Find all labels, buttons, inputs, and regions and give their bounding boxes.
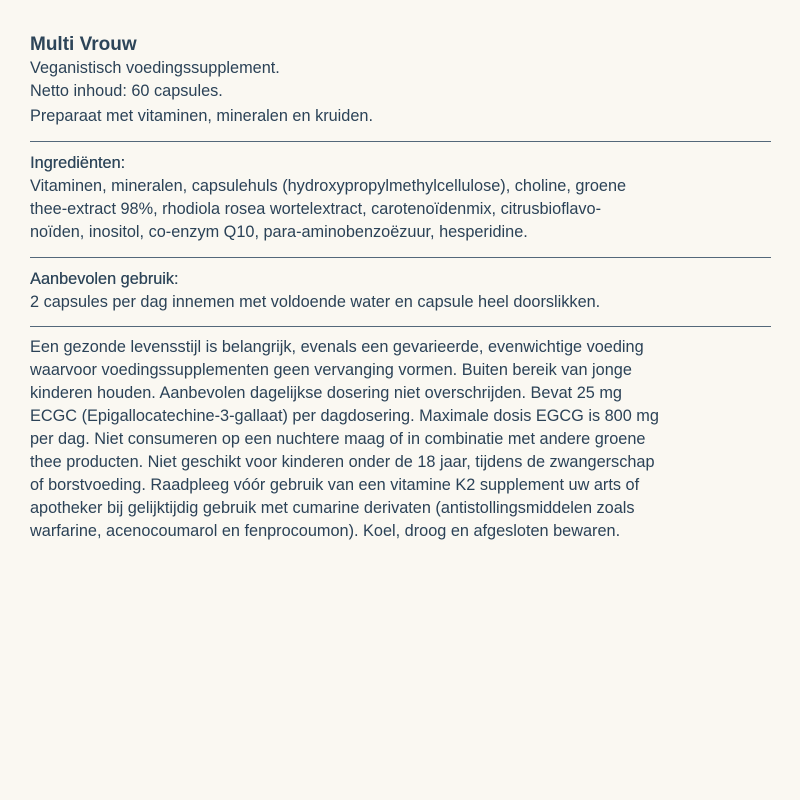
ingredients-line: Vitaminen, mineralen, capsulehuls (hydroxypropylmethylcellulose), choline, groene (30, 177, 627, 195)
usage-section (30, 258, 771, 326)
ingredients-section (30, 142, 771, 257)
warning-line: of borstvoeding. Raadpleeg vóór gebruik van een vitamine K2 supplement uw arts of (30, 476, 640, 494)
ingredients-line: noïden, inositol, co-enzym Q10, para-aminobenzoëzuur, hesperidine. (30, 223, 528, 241)
warning-line: warfarine, acenocoumarol en fenprocoumon). Koel, droog en afgesloten bewaren. (30, 522, 621, 540)
product-subtitle: Veganistisch voedingssupplement. (30, 59, 280, 77)
warning-line: kinderen houden. Aanbevolen dagelijkse dosering niet overschrijden. Bevat 25 mg (30, 384, 622, 402)
warning-line: apotheker bij gelijktijdig gebruik met cumarine derivaten (antistollingsmiddelen zoals (30, 499, 635, 517)
product-title: Multi Vrouw (30, 34, 137, 55)
ingredients-line: thee-extract 98%, rhodiola rosea wortelextract, carotenoïdenmix, citrusbioflavo- (30, 200, 602, 218)
usage-line: 2 capsules per dag innemen met voldoende water en capsule heel doorslikken. (30, 293, 601, 311)
warning-line: Een gezonde levensstijl is belangrijk, evenals een gevarieerde, evenwichtige voeding (30, 338, 644, 356)
warning-line: waarvoor voedingssupplementen geen vervanging vormen. Buiten bereik van jonge (30, 361, 632, 379)
warning-line: thee producten. Niet geschikt voor kinderen onder de 18 jaar, tijdens de zwangerschap (30, 453, 655, 471)
net-content: Netto inhoud: 60 capsules. (30, 82, 223, 100)
ingredients-heading: Ingrediënten: (30, 154, 126, 172)
warning-line: per dag. Niet consumeren op een nuchtere maag of in combinatie met andere groene (30, 430, 646, 448)
warnings-section (30, 327, 771, 543)
product-intro (30, 32, 771, 128)
warning-line: ECGC (Epigallocatechine-3-gallaat) per dagdosering. Maximale dosis EGCG is 800 mg (30, 407, 659, 425)
usage-heading: Aanbevolen gebruik: (30, 270, 179, 288)
product-description: Preparaat met vitaminen, mineralen en kruiden. (30, 107, 373, 125)
